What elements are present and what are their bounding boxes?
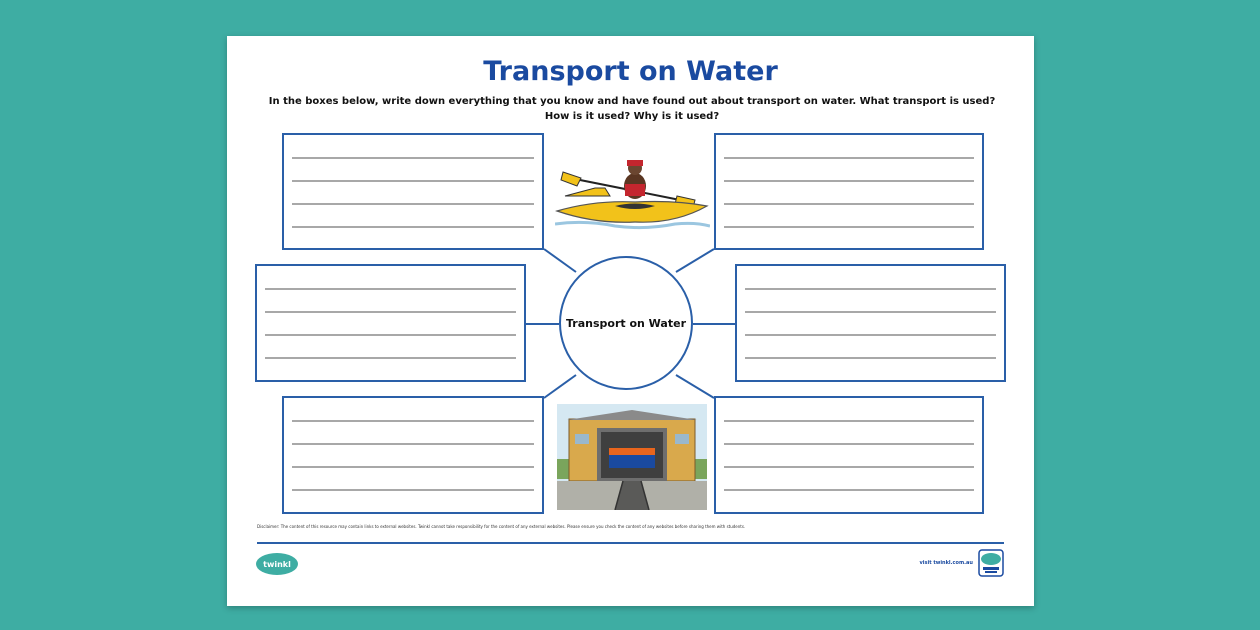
twinkl-logo[interactable] [255, 552, 299, 576]
page-title: Transport on Water [483, 56, 778, 87]
worksheet-page [227, 36, 1034, 606]
twinkl-badge-icon [977, 548, 1005, 578]
instructions-text: In the boxes below, write down everything that you know and have found out about transport on water. What transport is used? How is it used? Why is it used? [268, 96, 996, 122]
writing-box-middle-left[interactable] [255, 264, 526, 382]
disclaimer-text: Disclaimer: The content of this resource may contain links to external websites. Twinkl cannot take responsibility for the content of any external websites. Please ensure you check the content of any websites before sharing them with students. [257, 524, 746, 529]
footer-divider [257, 542, 1004, 544]
kayak-illustration [555, 156, 710, 236]
writing-box-bottom-right[interactable] [714, 396, 984, 514]
writing-box-top-right[interactable] [714, 133, 984, 250]
logo-text: twinkl [263, 560, 291, 569]
central-hub-circle [559, 256, 693, 390]
writing-box-middle-right[interactable] [735, 264, 1006, 382]
lifeboat-station-illustration [557, 404, 707, 510]
footer-url-link[interactable]: visit twinkl.com.au [919, 560, 973, 566]
writing-box-bottom-left[interactable] [282, 396, 544, 514]
writing-box-top-left[interactable] [282, 133, 544, 250]
hub-label: Transport on Water [566, 316, 686, 330]
